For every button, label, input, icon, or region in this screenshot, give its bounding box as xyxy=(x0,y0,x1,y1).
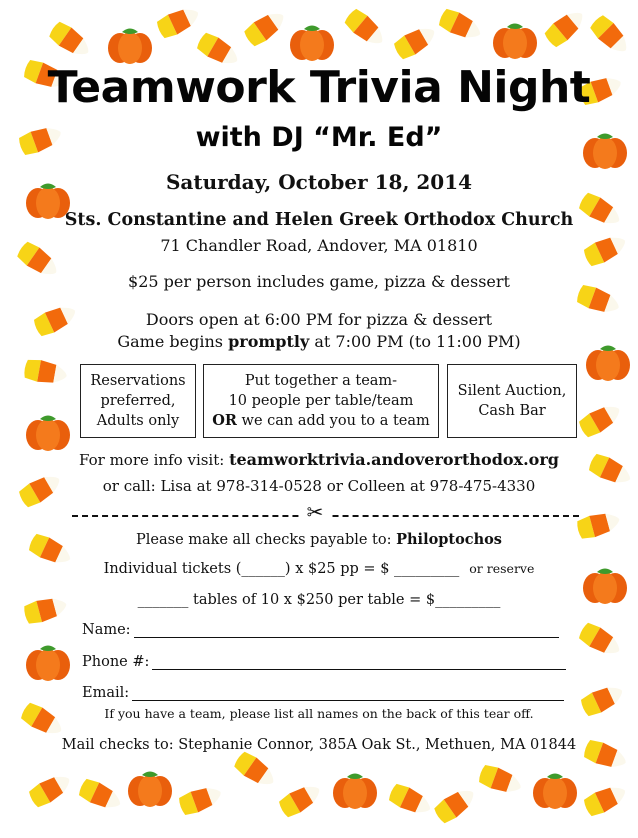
team-names-note: If you have a team, please list all names on the back of this tear off. xyxy=(104,706,534,721)
phone-blank[interactable] xyxy=(152,655,566,670)
team-info-line: 10 people per table/team xyxy=(228,393,414,409)
name-field[interactable] xyxy=(82,622,559,638)
auction-box xyxy=(447,364,577,438)
name-blank[interactable] xyxy=(134,623,559,638)
team-info-box xyxy=(203,364,439,438)
or-reserve-note: or reserve xyxy=(469,561,535,576)
team-info-or: OR xyxy=(212,412,237,429)
team-info-line: Put together a team- xyxy=(244,373,398,389)
game-start-emphasis: promptly xyxy=(228,332,310,351)
team-info-rest: we can add you to a team xyxy=(236,413,430,429)
venue-address: 71 Chandler Road, Andover, MA 01810 xyxy=(160,236,478,255)
game-start-suffix: at 7:00 PM (to 11:00 PM) xyxy=(309,332,521,351)
auction-line: Silent Auction, xyxy=(457,383,567,399)
phone-field[interactable] xyxy=(82,654,566,670)
game-start-prefix: Game begins xyxy=(117,332,229,351)
tables-line: _______ tables of 10 x $250 per table = $_________ xyxy=(137,592,501,608)
name-label: Name: xyxy=(82,622,131,638)
reservations-line: Reservations xyxy=(90,373,186,389)
individual-tickets-text: Individual tickets (______) x $25 pp = $ _________ xyxy=(103,561,460,577)
ticket-price: $25 per person includes game, pizza & dessert xyxy=(128,272,510,291)
checks-payable xyxy=(0,531,638,548)
phone-label: Phone #: xyxy=(82,654,150,670)
reservations-line: preferred, xyxy=(100,393,176,409)
game-start-time xyxy=(0,332,638,351)
scissors-icon: ✂ xyxy=(300,501,330,523)
event-title: Teamwork Trivia Night xyxy=(47,62,591,113)
reservations-line: Adults only xyxy=(96,413,180,429)
mailing-address: Mail checks to: Stephanie Connor, 385A Oak St., Methuen, MA 01844 xyxy=(61,737,577,753)
venue-name: Sts. Constantine and Helen Greek Orthodox Church xyxy=(64,210,574,230)
event-date: Saturday, October 18, 2014 xyxy=(165,170,473,194)
more-info-prefix: For more info visit: xyxy=(79,451,230,469)
email-label: Email: xyxy=(82,685,130,701)
phone-contacts: or call: Lisa at 978-314-0528 or Colleen at 978-475-4330 xyxy=(102,477,536,495)
reservations-box xyxy=(80,364,196,438)
team-info-line xyxy=(204,411,438,431)
email-blank[interactable] xyxy=(132,686,564,701)
event-subtitle: with DJ “Mr. Ed” xyxy=(195,122,443,153)
more-info xyxy=(0,450,638,469)
individual-tickets-line xyxy=(0,561,638,577)
website-link[interactable]: teamworktrivia.andoverorthodox.org xyxy=(229,450,559,469)
email-field[interactable] xyxy=(82,685,564,701)
doors-open-time: Doors open at 6:00 PM for pizza & dessert xyxy=(145,310,493,329)
checks-payee: Philoptochos xyxy=(396,531,502,548)
auction-line: Cash Bar xyxy=(478,403,546,419)
checks-payable-prefix: Please make all checks payable to: xyxy=(136,532,397,548)
